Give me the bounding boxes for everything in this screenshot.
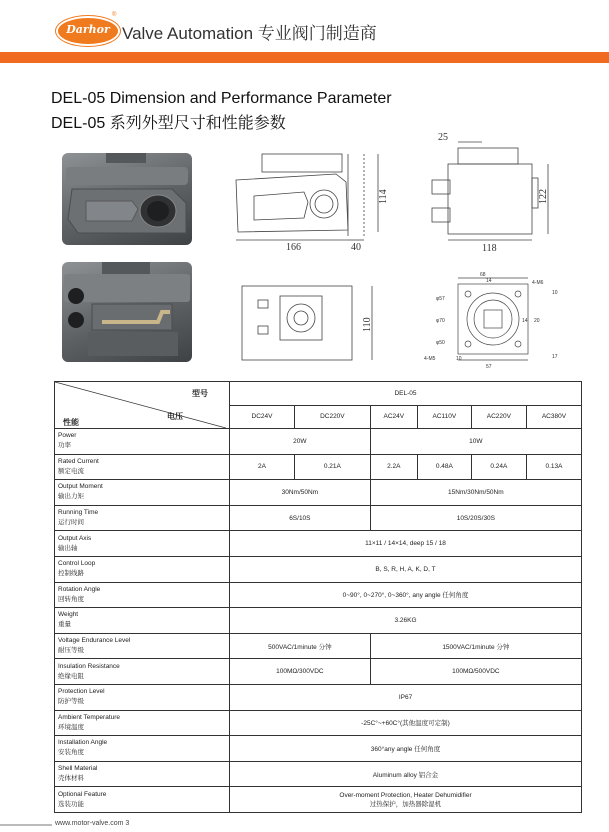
voltage-header-cell: AC24V: [370, 405, 417, 429]
value-text: 10W: [469, 437, 483, 445]
dim-flange-phi70: φ70: [436, 318, 445, 324]
row-label-en: Insulation Resistance: [58, 662, 120, 670]
actuator-photo-bottom: [62, 262, 192, 362]
value-cell: [526, 454, 581, 480]
value-text-secondary: 过热保护，加热器除湿机: [369, 800, 442, 808]
header-voltage-label: 电压: [167, 412, 183, 421]
value-text: IP67: [398, 693, 413, 701]
row-label-en: Rated Current: [58, 457, 99, 465]
table-row: [55, 505, 582, 531]
row-label-zh: 功率: [58, 442, 71, 450]
row-label-zh: 回转角度: [58, 595, 84, 603]
row-label-zh: 输出轴: [58, 544, 78, 552]
value-text: Aluminum alloy 铝合金: [372, 771, 439, 779]
page-number: 3: [125, 820, 130, 827]
row-label-zh: 选装功能: [58, 800, 84, 808]
spec-table: [54, 381, 582, 813]
table-row: [55, 608, 582, 634]
row-label: [55, 608, 230, 634]
value-cell: [417, 454, 471, 480]
value-text: 0.24A: [490, 463, 508, 471]
value-cell: [230, 684, 582, 710]
value-cell: [230, 429, 371, 455]
row-label-en: Optional Feature: [58, 790, 107, 798]
dim-flange-4m5: 4-M5: [424, 356, 436, 362]
row-label: [55, 556, 230, 582]
dim-flange-10: 10: [552, 290, 558, 296]
dim-flange-14b: 14: [522, 318, 528, 324]
page-title-zh: DEL-05 系列外型尺寸和性能参数: [51, 115, 286, 132]
value-text: 11×11 / 14×14, deep 15 / 18: [365, 540, 446, 548]
table-row: [55, 684, 582, 710]
row-label-en: Power: [58, 432, 77, 440]
row-label: [55, 429, 230, 455]
dim-flange-17: 17: [552, 354, 558, 360]
row-label: [55, 684, 230, 710]
table-row: [55, 736, 582, 762]
value-cell: [230, 736, 582, 762]
bottom-view-drawing: [232, 272, 382, 368]
table-row: [55, 556, 582, 582]
dim-flange-57: 57: [486, 364, 492, 370]
dim-front-depth: 40: [351, 242, 361, 253]
header-performance-label: 性能: [63, 418, 79, 427]
value-text: 2.2A: [387, 463, 401, 471]
value-cell: [230, 633, 371, 659]
voltage-header-cell: DC220V: [295, 405, 371, 429]
value-text: 500VAC/1minute 分钟: [268, 643, 332, 651]
row-label-zh: 安装角度: [58, 749, 84, 757]
bottom-view-svg: [232, 272, 382, 368]
value-text: 100MΩ/300VDC: [276, 668, 324, 676]
value-cell: [230, 787, 582, 813]
row-label-en: Shell Material: [58, 765, 98, 773]
row-label-zh: 输出力矩: [58, 493, 84, 501]
front-view-svg: [224, 140, 404, 255]
side-view-svg: [420, 128, 560, 253]
actuator-bottom-illustration: [62, 262, 192, 362]
dim-side-top: 25: [438, 132, 448, 143]
row-label-en: Output Axis: [58, 534, 92, 542]
value-cell: [230, 659, 371, 685]
dim-flange-20: 20: [534, 318, 540, 324]
table-row: [55, 429, 582, 455]
dim-front-height: 114: [378, 189, 389, 204]
table-row: [55, 710, 582, 736]
value-cell: [230, 505, 371, 531]
value-text: 100MΩ/500VDC: [452, 668, 500, 676]
dim-flange-4m6: 4-M6: [532, 280, 544, 286]
row-label: [55, 736, 230, 762]
side-view-drawing: [420, 128, 560, 253]
row-label: [55, 633, 230, 659]
orange-divider-bar: [0, 52, 609, 63]
logo-text: Darhor: [66, 23, 110, 36]
table-row: [55, 480, 582, 506]
value-text: 6S/10S: [289, 514, 311, 522]
voltage-header-cell: AC110V: [417, 405, 471, 429]
row-label: [55, 531, 230, 557]
row-label-zh: 运行时间: [58, 519, 84, 527]
voltage-header-cell: DC24V: [230, 405, 295, 429]
value-cell: [370, 454, 417, 480]
value-text: 3.26KG: [394, 616, 417, 624]
voltage-header-cell: AC380V: [526, 405, 581, 429]
value-text: 0.21A: [323, 463, 341, 471]
row-label-zh: 绝缘电阻: [58, 672, 84, 680]
row-label-zh: 额定电流: [58, 467, 84, 475]
header: [0, 0, 609, 52]
dim-side-height: 122: [538, 189, 549, 204]
row-label-en: Installation Angle: [58, 739, 108, 747]
row-label-en: Running Time: [58, 509, 99, 517]
value-cell: [295, 454, 371, 480]
dim-front-width: 166: [286, 242, 301, 253]
flange-svg: [422, 270, 572, 374]
table-row: [55, 454, 582, 480]
page-title-en: DEL-05 Dimension and Performance Parameter: [51, 90, 392, 107]
row-label-zh: 重量: [58, 621, 71, 629]
value-cell: [230, 454, 295, 480]
actuator-photo-top: [62, 153, 192, 245]
row-label: [55, 659, 230, 685]
row-label: [55, 480, 230, 506]
row-label: [55, 454, 230, 480]
row-label-en: Protection Level: [58, 688, 105, 696]
row-label-zh: 防护等级: [58, 698, 84, 706]
row-label: [55, 787, 230, 813]
row-label: [55, 505, 230, 531]
value-cell: [370, 633, 581, 659]
value-cell: [370, 429, 581, 455]
row-label: [55, 582, 230, 608]
value-cell: [230, 556, 582, 582]
table-row: [55, 531, 582, 557]
footer-url: www.motor-valve.com: [55, 820, 124, 827]
value-cell: [370, 505, 581, 531]
row-label-zh: 控制线路: [58, 570, 84, 578]
company-logo[interactable]: [56, 16, 120, 46]
value-text: B, S, R, H, A, K, D, T: [375, 565, 436, 573]
dim-bottom-height: 110: [362, 317, 373, 332]
header-model-label: 型号: [192, 389, 208, 398]
value-cell: [230, 531, 582, 557]
row-label-en: Rotation Angle: [58, 585, 101, 593]
company-tagline: Valve Automation 专业阀门制造商: [122, 24, 377, 43]
value-text: 15Nm/30Nm/50Nm: [448, 488, 504, 496]
value-cell: [230, 710, 582, 736]
dim-flange-14: 14: [486, 278, 492, 284]
row-label-zh: 耐压等级: [58, 647, 84, 655]
value-text: 360°any angle 任何角度: [370, 745, 441, 753]
dim-flange-10b: 10: [456, 356, 462, 362]
value-text: 2A: [258, 463, 266, 471]
table-row: [55, 582, 582, 608]
value-cell: [370, 659, 581, 685]
registered-mark: ®: [112, 12, 117, 18]
table-row: [55, 787, 582, 813]
table-row: [55, 659, 582, 685]
dim-side-width: 118: [482, 243, 497, 253]
row-label-zh: 环境温度: [58, 723, 84, 731]
value-text: 0.48A: [435, 463, 453, 471]
value-cell: [230, 582, 582, 608]
value-cell: [230, 608, 582, 634]
row-label: [55, 761, 230, 787]
value-text: 1500VAC/1minute 分钟: [442, 643, 510, 651]
table-row: [55, 633, 582, 659]
table-header-diagonal: [55, 382, 230, 429]
value-cell: [230, 761, 582, 787]
footer: [55, 820, 129, 827]
row-label-en: Ambient Temperature: [58, 713, 121, 721]
value-cell: [230, 480, 371, 506]
value-text: 20W: [293, 437, 307, 445]
row-label: [55, 710, 230, 736]
front-view-drawing: [224, 140, 404, 255]
voltage-header-cell: AC220V: [471, 405, 526, 429]
value-cell: [370, 480, 581, 506]
row-label-en: Output Moment: [58, 483, 103, 491]
flange-drawing: [422, 270, 572, 374]
dim-flange-68: 68: [480, 272, 486, 278]
row-label-en: Control Loop: [58, 560, 96, 568]
value-text: 0.13A: [545, 463, 563, 471]
table-header-row: [55, 382, 582, 406]
dim-flange-phi57: φ57: [436, 296, 445, 302]
model-cell: DEL-05: [230, 382, 582, 406]
dim-flange-phi50: φ50: [436, 340, 445, 346]
value-text: 0~90°, 0~270°, 0~360°, any angle 任何角度: [342, 592, 469, 600]
value-text: 30Nm/50Nm: [281, 488, 319, 496]
value-text: Over-moment Protection, Heater Dehumidifier: [339, 791, 472, 799]
value-text: -25C°~+60C°(其他温度可定制): [361, 720, 450, 728]
footer-rule: [0, 824, 52, 826]
actuator-top-illustration: [62, 153, 192, 245]
table-row: [55, 761, 582, 787]
row-label-zh: 壳体材料: [58, 775, 84, 783]
value-cell: [471, 454, 526, 480]
row-label-en: Weight: [58, 611, 79, 619]
value-text: 10S/20S/30S: [456, 514, 496, 522]
row-label-en: Voltage Endurance Level: [58, 637, 131, 645]
